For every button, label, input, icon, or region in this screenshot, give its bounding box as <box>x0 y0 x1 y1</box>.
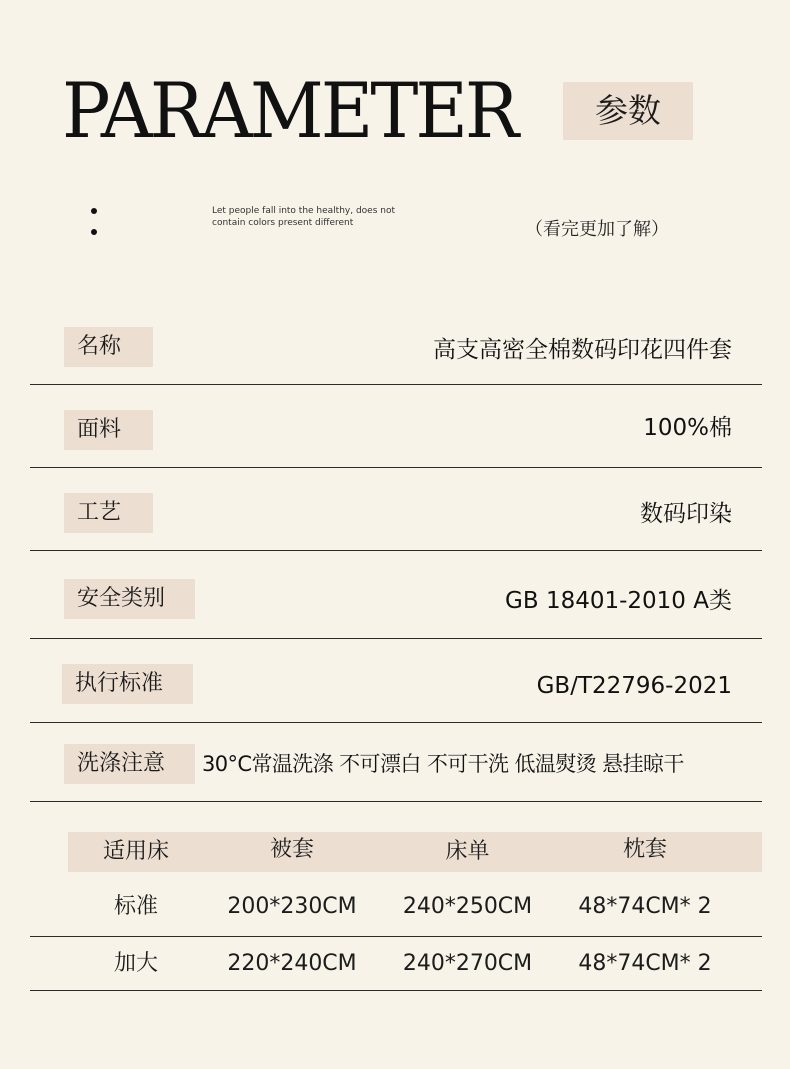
param-value: GB/T22796-2021 <box>536 673 732 699</box>
divider <box>30 990 762 991</box>
table-cell: 48*74CM* 2 <box>578 951 712 976</box>
table-cell: 200*230CM <box>227 894 357 919</box>
param-label: 工艺 <box>64 493 153 533</box>
bullet-dots <box>91 208 97 250</box>
divider <box>30 801 762 802</box>
table-cell: 240*250CM <box>402 894 533 919</box>
table-cell: 220*240CM <box>227 951 357 976</box>
param-label: 名称 <box>64 327 153 367</box>
tagline: Let people fall into the healthy, does not contain colors present different <box>212 206 396 228</box>
more-hint: （看完更加了解） <box>525 219 669 240</box>
param-value: 30°C常温洗涤 不可漂白 不可干洗 低温熨烫 悬挂晾干 <box>202 752 684 776</box>
table-header-cell: 适用床 <box>102 839 169 864</box>
param-label: 执行标准 <box>62 664 193 704</box>
table-cell: 标准 <box>113 894 158 919</box>
table-cell: 加大 <box>113 951 158 976</box>
table-header-cell: 被套 <box>269 837 314 862</box>
param-value: 数码印染 <box>640 501 732 527</box>
param-label: 洗涤注意 <box>64 744 195 784</box>
table-header-cell: 床单 <box>445 839 490 864</box>
divider <box>30 550 762 551</box>
table-cell: 240*270CM <box>402 951 533 976</box>
divider <box>30 936 762 937</box>
page-title: PARAMETER <box>62 66 517 155</box>
title-badge: 参数 <box>563 82 693 140</box>
param-value: 高支高密全棉数码印花四件套 <box>433 337 732 363</box>
param-value: 100%棉 <box>643 415 732 441</box>
divider <box>30 638 762 639</box>
divider <box>30 722 762 723</box>
divider <box>30 384 762 385</box>
table-cell: 48*74CM* 2 <box>578 894 712 919</box>
divider <box>30 467 762 468</box>
bullet-dot <box>91 229 97 235</box>
param-label: 面料 <box>64 410 153 450</box>
param-label: 安全类别 <box>64 579 195 619</box>
table-header-cell: 枕套 <box>622 837 667 862</box>
bullet-dot <box>91 208 97 214</box>
param-value: GB 18401-2010 A类 <box>505 588 732 614</box>
